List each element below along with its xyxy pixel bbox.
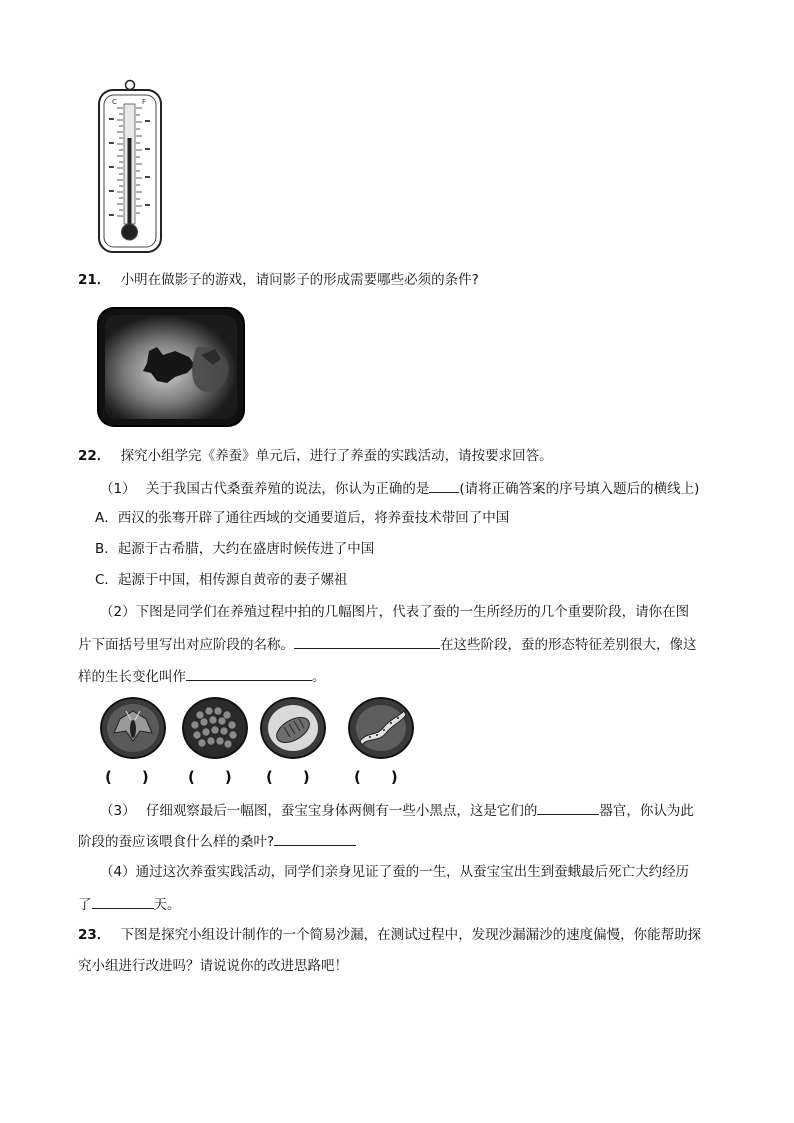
q22-part3-label: （3） [100, 803, 136, 819]
stage-4-answer-parens[interactable]: ( ) [354, 768, 398, 786]
q23-line1 [78, 926, 701, 944]
q22-part1-label: （1） [100, 481, 136, 497]
q22-part3-text-b: 器官，你认为此 [599, 803, 694, 819]
q21-line [78, 271, 479, 289]
silkworm-stage-pupa-image [260, 697, 326, 759]
stage-1-answer-parens[interactable]: ( ) [105, 768, 149, 786]
q23-number: 23． [78, 927, 111, 943]
q22-part3-organ-blank[interactable] [537, 800, 599, 815]
q21-text: 小明在做影子的游戏，请问影子的形成需要哪些必须的条件? [120, 272, 479, 288]
q22-part3-line1 [100, 800, 694, 820]
silkworm-stage-moth-image [100, 697, 166, 759]
q22-part2-text-c: 样的生长变化叫作 [78, 669, 186, 685]
q22-option-c [95, 571, 347, 589]
q22-part2-line1: （2）下图是同学们在养殖过程中拍的几幅图片，代表了蚕的一生所经历的几个重要阶段，请你在图 [100, 604, 690, 620]
q22-part2-text-b: 在这些阶段，蚕的形态特征差别很大，像这 [440, 637, 697, 653]
q22-part1 [100, 478, 699, 498]
q22-part3-leaf-blank[interactable] [274, 831, 356, 846]
thermometer-figure [95, 78, 167, 256]
q22-line [78, 447, 553, 465]
q22-part2-line2 [78, 634, 697, 654]
q22-part4-line1: （4）通过这次养蚕实践活动，同学们亲身见证了蚕的一生，从蚕宝宝出生到蚕蛾最后死亡大约经历 [100, 864, 690, 880]
q23-line2: 究小组进行改进吗？请说说你的改进思路吧！ [78, 958, 348, 974]
option-letter: A． [95, 510, 118, 526]
q22-option-a [95, 509, 509, 527]
stage-2-answer-parens[interactable]: ( ) [188, 768, 232, 786]
q22-part4-text-b: 天。 [153, 897, 181, 913]
shadow-photo [97, 307, 245, 427]
q22-number: 22． [78, 448, 111, 464]
hand-shadow-image [97, 307, 245, 427]
silkworm-stage-larva-image [348, 697, 414, 759]
fahrenheit-label: F [142, 98, 147, 106]
q22-text: 探究小组学完《养蚕》单元后，进行了养蚕的实践活动，请按要求回答。 [120, 448, 553, 464]
option-text: 西汉的张骞开辟了通往西域的交通要道后，将养蚕技术带回了中国 [117, 510, 510, 526]
q22-part2-stage-blank[interactable] [294, 634, 440, 649]
q21-number: 21． [78, 272, 111, 288]
q22-part4-text-a: 了 [78, 897, 92, 913]
option-text: 起源于中国，相传源自黄帝的妻子嫘祖 [117, 572, 348, 588]
q22-part1-answer-blank[interactable] [429, 478, 459, 493]
thermometer-icon [95, 78, 167, 256]
option-letter: B． [95, 541, 118, 557]
silkworm-stage-eggs-image [182, 697, 248, 759]
option-text: 起源于古希腊，大约在盛唐时候传进了中国 [117, 541, 375, 557]
celsius-label: C [112, 98, 117, 106]
stage-3-answer-parens[interactable]: ( ) [266, 768, 310, 786]
q23-text-line1: 下图是探究小组设计制作的一个简易沙漏，在测试过程中，发现沙漏漏沙的速度偏慢，你能帮助探 [120, 927, 702, 943]
q22-part3-line2 [78, 831, 356, 851]
q22-part4-line2 [78, 894, 181, 914]
q22-part4-days-blank[interactable] [92, 894, 154, 909]
q22-option-b [95, 540, 374, 558]
q22-part2-metamorphosis-blank[interactable] [186, 666, 312, 681]
q22-part2-text-d: 。 [312, 669, 326, 685]
q22-part2-text-a: 片下面括号里写出对应阶段的名称。 [78, 637, 294, 653]
q22-part3-text-c: 阶段的蚕应该喂食什么样的桑叶? [78, 834, 275, 850]
q22-part2-line3 [78, 666, 326, 686]
q22-part3-text-a: 仔细观察最后一幅图，蚕宝宝身体两侧有一些小黑点，这是它们的 [145, 803, 538, 819]
q22-part1-text-a: 关于我国古代桑蚕养殖的说法，你认为正确的是 [145, 481, 430, 497]
q22-part1-text-b: (请将正确答案的序号填入题后的横线上) [459, 481, 700, 497]
option-letter: C． [95, 572, 118, 588]
